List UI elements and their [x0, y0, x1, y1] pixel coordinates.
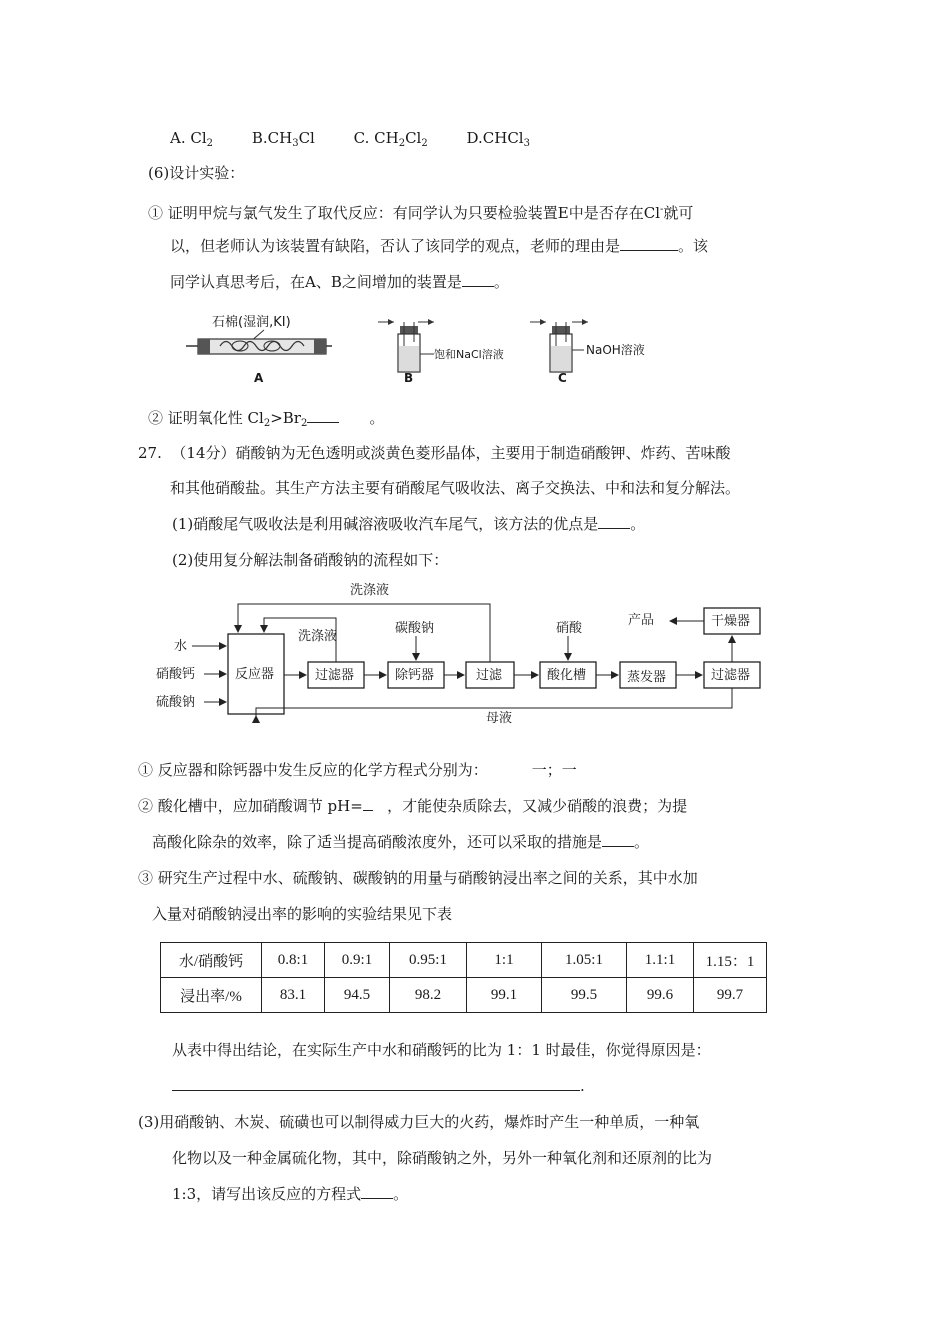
- table-cell: 0.95:1: [390, 943, 467, 978]
- apparatus-c-label: C: [558, 371, 567, 385]
- q27-number: 27.: [138, 444, 162, 462]
- q6-part2: ② 证明氧化性 $Cl_2>Br_2$ 。: [148, 409, 385, 429]
- table-row: [161, 943, 767, 978]
- table-cell: 99.6: [627, 978, 694, 1013]
- answer-blank[interactable]: [620, 236, 678, 251]
- table-cell: 99.7: [694, 978, 767, 1013]
- table-cell: 1.05:1: [542, 943, 627, 978]
- table-cell: 83.1: [262, 978, 325, 1013]
- flow-output-product: 产品: [628, 613, 655, 628]
- apparatus-a-text: 石棉(湿润,KI): [212, 315, 291, 330]
- q27-c2-line1: ② 酸化槽中，应加硝酸调节 pH= ，才能使杂质除去，又减少硝酸的浪费；为提: [138, 797, 688, 815]
- flow-filter2: 过滤: [476, 668, 503, 683]
- flow-label-wash-inner: 洗涤液: [298, 629, 338, 644]
- q27-sub3-line1: (3)用硝酸钠、木炭、硫磺也可以制得威力巨大的火药，爆炸时产生一种单质，一种氧: [138, 1113, 700, 1131]
- table-cell: 99.5: [542, 978, 627, 1013]
- q27-c3-line2: 入量对硝酸钠浸出率的影响的实验结果见下表: [152, 905, 453, 923]
- process-flow-chart: [150, 578, 790, 732]
- q27-c2-line2: 高酸化除杂的效率，除了适当提高硝酸浓度外，还可以采取的措施是 。: [152, 833, 650, 851]
- apparatus-a-label: A: [254, 371, 264, 385]
- answer-options: [170, 128, 564, 154]
- table-header: 浸出率/%: [161, 978, 262, 1013]
- q27-sub3-line3: 1:3，请写出该反应的方程式 。: [172, 1185, 409, 1203]
- apparatus-figure: [180, 312, 660, 388]
- q27-sub3-line2: 化物以及一种金属硫化物，其中，除硝酸钠之外，另外一种氧化剂和还原剂的比为: [172, 1149, 713, 1167]
- leaching-rate-table: [160, 942, 767, 1013]
- q27-c3-line1: ③ 研究生产过程中水、硫酸钠、碳酸钠的用量与硝酸钠浸出率之间的关系，其中水加: [138, 869, 698, 887]
- flow-reactor: 反应器: [235, 667, 275, 682]
- flow-label-mother-liquor: 母液: [486, 711, 513, 726]
- flow-dryer: 干燥器: [711, 614, 751, 629]
- flow-acidifier: 酸化槽: [547, 668, 587, 683]
- apparatus-c: [530, 319, 645, 385]
- apparatus-b-label: B: [404, 371, 414, 385]
- q27-conclusion: 从表中得出结论，在实际生产中水和硝酸钙的比为 1：1 时最佳，你觉得原因是：: [172, 1041, 711, 1059]
- q27-sub1: (1)硝酸尾气吸收法是利用碱溶液吸收汽车尾气，该方法的优点是 。: [172, 515, 646, 533]
- q6-part1-line1: ① 证明甲烷与氯气发生了取代反应：有同学认为只要检验装置E中是否存在Cl-就可: [148, 204, 694, 222]
- answer-blank[interactable]: [307, 408, 339, 423]
- table-cell: 98.2: [390, 978, 467, 1013]
- table-cell: 1.1:1: [627, 943, 694, 978]
- answer-blank[interactable]: [361, 1184, 393, 1199]
- answer-blank[interactable]: [462, 272, 494, 287]
- apparatus-a: [186, 314, 332, 385]
- option-a[interactable]: A. $Cl_2$: [170, 129, 214, 149]
- q27-line1: 27. （14分）硝酸钠为无色透明或淡黄色菱形晶体，主要用于制造硝酸钾、炸药、苦味酸: [138, 444, 731, 462]
- flow-decalcifier: 除钙器: [395, 668, 435, 683]
- flow-input-water: 水: [174, 639, 188, 654]
- q27-line2: 和其他硝酸盐。其生产方法主要有硝酸尾气吸收法、离子交换法、中和法和复分解法。: [170, 479, 741, 497]
- apparatus-b: [378, 319, 504, 385]
- q27-sub2: (2)使用复分解法制备硝酸钠的流程如下：: [172, 551, 449, 569]
- table-cell: 0.9:1: [325, 943, 390, 978]
- table-cell: 0.8:1: [262, 943, 325, 978]
- table-cell: 1:1: [467, 943, 542, 978]
- table-cell: 99.1: [467, 978, 542, 1013]
- option-d[interactable]: D.CHCl$_3$: [466, 129, 530, 149]
- answer-blank[interactable]: [172, 1076, 580, 1091]
- option-b[interactable]: $B.CH_3Cl$: [251, 129, 315, 149]
- apparatus-b-text: 饱和NaCl溶液: [434, 348, 504, 361]
- table-cell: 1.15：1: [694, 943, 767, 978]
- answer-blank[interactable]: [598, 514, 630, 529]
- q6-heading: (6)设计实验：: [148, 164, 245, 182]
- answer-blank[interactable]: [363, 796, 373, 811]
- q6-part1-line3: 同学认真思考后，在A、B之间增加的装置是 。: [170, 273, 509, 291]
- answer-blank[interactable]: [602, 832, 634, 847]
- flow-label-nitric-acid: 硝酸: [556, 621, 583, 636]
- q27-c1: ① 反应器和除钙器中发生反应的化学方程式分别为： 一；一: [138, 761, 577, 779]
- flow-label-sodium-carbonate: 碳酸钠: [395, 621, 435, 636]
- flow-input-calcium-nitrate: 硝酸钙: [156, 667, 196, 682]
- q6-part1-line2: 以，但老师认为该装置有缺陷，否认了该同学的观点，老师的理由是 。该: [170, 237, 709, 255]
- flow-filter3: 过滤器: [711, 668, 751, 683]
- flow-label-wash-top: 洗涤液: [350, 583, 390, 598]
- apparatus-c-text: NaOH溶液: [586, 343, 645, 357]
- table-row: [161, 978, 767, 1013]
- table-header: 水/硝酸钙: [161, 943, 262, 978]
- flow-input-sodium-sulfate: 硫酸钠: [156, 695, 196, 710]
- q27-conclusion-answer: .: [172, 1076, 585, 1096]
- flow-evaporator: 蒸发器: [627, 670, 667, 685]
- flow-filter1: 过滤器: [315, 668, 355, 683]
- table-cell: 94.5: [325, 978, 390, 1013]
- option-c[interactable]: C. $CH_2Cl_2$: [353, 129, 428, 149]
